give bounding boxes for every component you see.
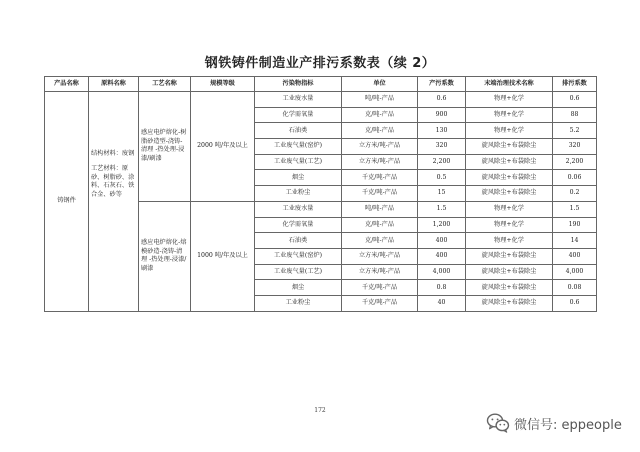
tech-cell: 旋风除尘+布袋除尘: [466, 139, 553, 155]
header-scale: 规模等级: [191, 77, 255, 92]
pollutant-cell: 工业粉尘: [255, 186, 342, 202]
tech-cell: 旋风除尘+布袋除尘: [466, 264, 553, 280]
discharge-cell: 14: [553, 233, 597, 249]
unit-cell: 吨/吨-产品: [342, 92, 418, 108]
unit-cell: 千克/吨-产品: [342, 280, 418, 296]
generation-cell: 1,200: [418, 217, 466, 233]
materials-cell: [89, 92, 139, 312]
watermark-text: 微信号: eppeople: [514, 417, 622, 433]
discharge-cell: 190: [553, 217, 597, 233]
generation-cell: 15: [418, 186, 466, 202]
unit-cell: 克/吨-产品: [342, 217, 418, 233]
pollutant-cell: 工业废水量: [255, 92, 342, 108]
process-cell: 感应电炉熔化-树脂砂造型-浇铸-清理 -热处理-浸漆/刷漆: [139, 92, 191, 202]
tech-cell: 旋风除尘+布袋除尘: [466, 248, 553, 264]
table-row: [45, 92, 597, 108]
unit-cell: 克/吨-产品: [342, 233, 418, 249]
pollutant-cell: 工业粉尘: [255, 295, 342, 311]
pollutant-cell: 石油类: [255, 123, 342, 139]
pollutant-cell: 工业废气量(窑炉): [255, 139, 342, 155]
discharge-cell: 0.6: [553, 295, 597, 311]
process-cell: 感应电炉熔化-熔模砂造-浇铸-清理 -热处理-浸漆/刷漆: [139, 201, 191, 311]
unit-cell: 千克/吨-产品: [342, 170, 418, 186]
unit-cell: 立方米/吨-产品: [342, 139, 418, 155]
tech-cell: 物理+化学: [466, 107, 553, 123]
discharge-cell: 320: [553, 139, 597, 155]
header-treatment-tech: 末端治理技术名称: [466, 77, 553, 92]
pollutant-cell: 工业废水量: [255, 201, 342, 217]
tech-cell: 物理+化学: [466, 233, 553, 249]
generation-cell: 400: [418, 248, 466, 264]
header-pollutant: 污染物指标: [255, 77, 342, 92]
unit-cell: 克/吨-产品: [342, 107, 418, 123]
tech-cell: 物理+化学: [466, 123, 553, 139]
discharge-cell: 0.6: [553, 92, 597, 108]
discharge-cell: 0.06: [553, 170, 597, 186]
generation-cell: 400: [418, 233, 466, 249]
unit-cell: 千克/吨-产品: [342, 186, 418, 202]
scale-cell: 2000 吨/年及以上: [191, 92, 255, 202]
tech-cell: 旋风除尘+布袋除尘: [466, 170, 553, 186]
material-process: 工艺材料：原砂、树脂砂、涂料、石灰石、铁合金、砂等: [91, 164, 135, 199]
discharge-cell: 0.08: [553, 280, 597, 296]
header-generation-factor: 产污系数: [418, 77, 466, 92]
generation-cell: 0.8: [418, 280, 466, 296]
unit-cell: 吨/吨-产品: [342, 201, 418, 217]
emission-factor-table: [44, 76, 597, 312]
tech-cell: 物理+化学: [466, 201, 553, 217]
discharge-cell: 1.5: [553, 201, 597, 217]
discharge-cell: 88: [553, 107, 597, 123]
discharge-cell: 0.2: [553, 186, 597, 202]
wechat-watermark: [486, 412, 622, 434]
generation-cell: 0.5: [418, 170, 466, 186]
tech-cell: 物理+化学: [466, 217, 553, 233]
table-header-row: [45, 77, 597, 92]
generation-cell: 900: [418, 107, 466, 123]
generation-cell: 130: [418, 123, 466, 139]
page-number: 172: [314, 407, 326, 414]
pollutant-cell: 工业废气量(工艺): [255, 154, 342, 170]
generation-cell: 2,200: [418, 154, 466, 170]
tech-cell: 旋风除尘+布袋除尘: [466, 154, 553, 170]
unit-cell: 立方米/吨-产品: [342, 248, 418, 264]
pollutant-cell: 工业废气量(工艺): [255, 264, 342, 280]
scale-cell: 1000 吨/年及以上: [191, 201, 255, 311]
material-structural: 结构材料：废钢: [91, 150, 135, 157]
document-title: 钢铁铸件制造业产排污系数表（续 2）: [204, 56, 436, 71]
discharge-cell: 2,200: [553, 154, 597, 170]
pollutant-cell: 化学需氧量: [255, 107, 342, 123]
pollutant-cell: 烟尘: [255, 280, 342, 296]
pollutant-cell: 化学需氧量: [255, 217, 342, 233]
header-unit: 单位: [342, 77, 418, 92]
pollutant-cell: 石油类: [255, 233, 342, 249]
tech-cell: 旋风除尘+布袋除尘: [466, 186, 553, 202]
tech-cell: 旋风除尘+布袋除尘: [466, 280, 553, 296]
unit-cell: 立方米/吨-产品: [342, 154, 418, 170]
generation-cell: 1.5: [418, 201, 466, 217]
generation-cell: 40: [418, 295, 466, 311]
generation-cell: 320: [418, 139, 466, 155]
pollutant-cell: 工业废气量(窑炉): [255, 248, 342, 264]
header-discharge-factor: 排污系数: [553, 77, 597, 92]
generation-cell: 0.6: [418, 92, 466, 108]
wechat-logo-icon: [486, 412, 510, 434]
pollutant-cell: 烟尘: [255, 170, 342, 186]
header-process: 工艺名称: [139, 77, 191, 92]
unit-cell: 千克/吨-产品: [342, 295, 418, 311]
discharge-cell: 5.2: [553, 123, 597, 139]
tech-cell: 物理+化学: [466, 92, 553, 108]
tech-cell: 旋风除尘+布袋除尘: [466, 295, 553, 311]
unit-cell: 立方米/吨-产品: [342, 264, 418, 280]
header-material: 原料名称: [89, 77, 139, 92]
generation-cell: 4,000: [418, 264, 466, 280]
discharge-cell: 4,000: [553, 264, 597, 280]
unit-cell: 克/吨-产品: [342, 123, 418, 139]
product-cell: 铸钢件: [45, 92, 89, 312]
discharge-cell: 400: [553, 248, 597, 264]
header-product: 产品名称: [45, 77, 89, 92]
